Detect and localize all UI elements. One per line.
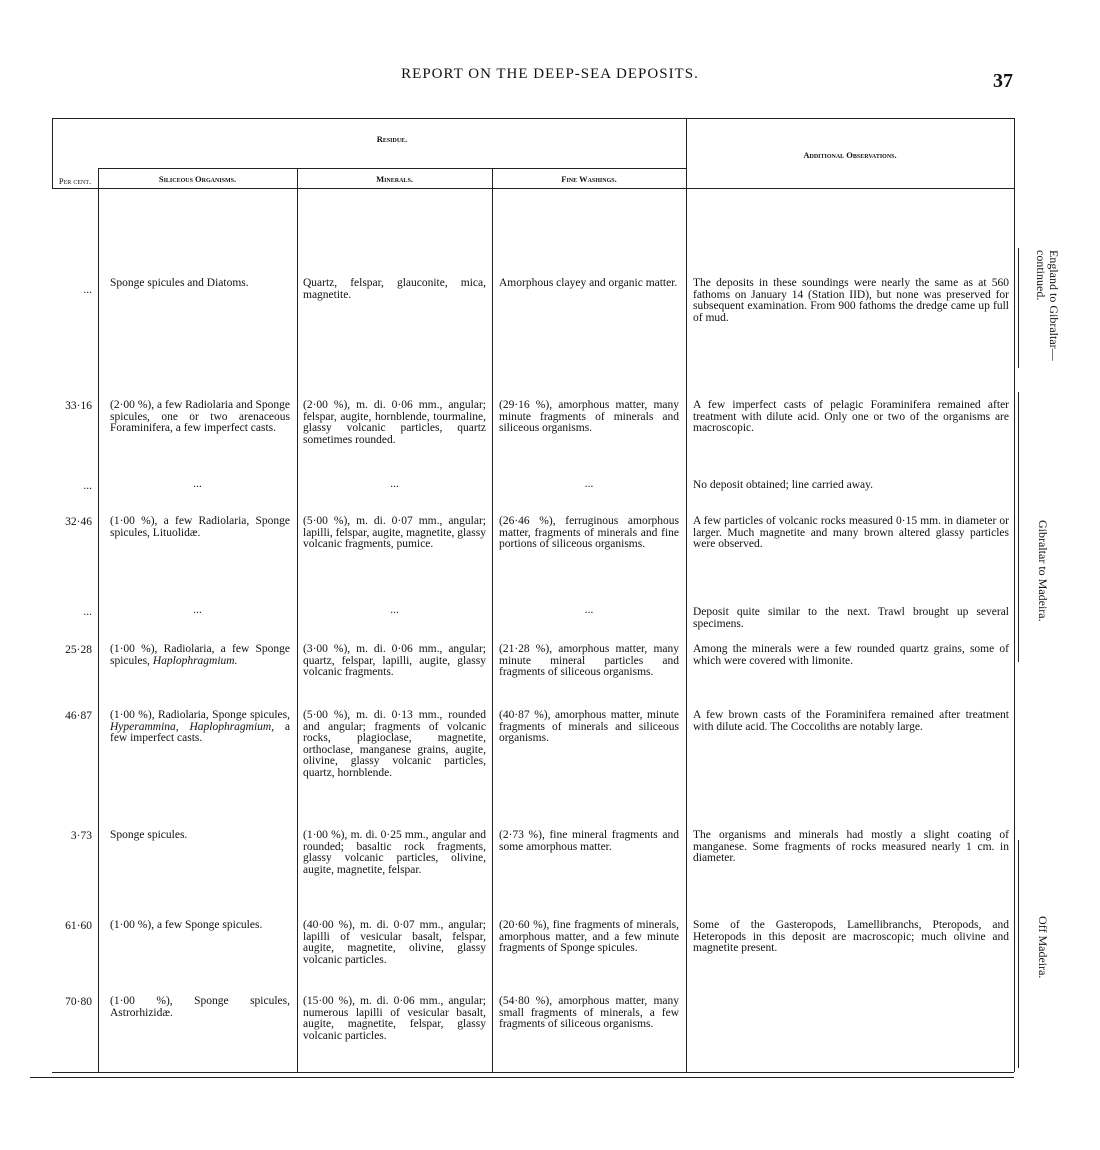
observations-cell: The deposits in these soundings were nearly the same as at 560 fathoms on January 14 (Station IID), but none was preserved for subsequent examination. From 900 fathoms the dredge came up full of mud. (693, 277, 1009, 324)
siliceous-text-end: a few imperfect casts. (110, 720, 290, 744)
fine-washings-cell: ... (584, 604, 594, 616)
observations-cell: The organisms and minerals had mostly a slight coating of manganese. Some fragments of rocks measured nearly 1 cm. in diameter. (693, 829, 1009, 864)
siliceous-cell (110, 644, 290, 667)
col-rule-3 (492, 168, 493, 1072)
genus-name: Haplophragmium. (152, 654, 238, 667)
siliceous-cell: ... (193, 478, 202, 490)
col-rule-5 (1014, 118, 1015, 1072)
brace-madeira (1018, 840, 1025, 1068)
minerals-cell: (1·00 %), m. di. 0·25 mm., angular and rounded; basaltic rock fragments, glassy volcanic particles, olivine, augite, magnetite, felspar. (303, 829, 486, 876)
side-label-england: England to Gibraltar—continued. (1034, 250, 1061, 361)
side-label-gibraltar: Gibraltar to Madeira. (1036, 520, 1050, 622)
fine-washings-cell: Amorphous clayey and organic matter. (499, 277, 678, 289)
side-label-madeira: Off Madeira. (1036, 916, 1050, 979)
per-cent-cell: ... (83, 480, 92, 492)
siliceous-cell: Sponge spicules. (110, 829, 188, 841)
table-bottom-rule-2 (30, 1077, 1014, 1078)
siliceous-cell (110, 710, 290, 745)
col-rule-4 (686, 118, 687, 1072)
observations-cell: Some of the Gasteropods, Lamellibranchs, Pteropods, and Heteropods in this deposit are macroscopic; much olivine and magnetite present. (693, 919, 1009, 954)
per-cent-cell: 32·46 (65, 516, 92, 528)
table-top-rule (52, 118, 1014, 119)
observations-cell: Among the minerals were a few rounded quartz grains, some of which were covered with limonite. (693, 643, 1009, 667)
observations-cell: Deposit quite similar to the next. Trawl brought up several specimens. (693, 606, 1009, 630)
fine-washings-cell: (21·28 %), amorphous matter, many minute mineral particles and fragments of siliceous organisms. (499, 643, 679, 678)
per-cent-heading: Per cent. (58, 176, 92, 186)
fine-washings-cell: (29·16 %), amorphous matter, many minute fragments of minerals and siliceous organisms. (499, 399, 679, 434)
minerals-cell: (5·00 %), m. di. 0·13 mm., rounded and angular; fragments of volcanic rocks, plagioclase, magnetite, orthoclase, manganese grains, augite, olivine, glassy volcanic particles, quartz, hornblende. (303, 709, 486, 779)
siliceous-cell: (1·00 %), a few Sponge spicules. (110, 919, 263, 931)
minerals-cell: (5·00 %), m. di. 0·07 mm., angular; lapilli, felspar, augite, magnetite, glassy volcanic fragments, pumice. (303, 515, 486, 550)
fine-washings-cell: (2·73 %), fine mineral fragments and some amorphous matter. (499, 829, 679, 853)
col-rule-1 (98, 168, 99, 1072)
per-cent-cell: 70·80 (65, 996, 92, 1008)
residue-heading: Residue. (376, 134, 408, 144)
observations-cell: No deposit obtained; line carried away. (693, 479, 873, 491)
siliceous-cell: Sponge spicules and Diatoms. (110, 277, 249, 289)
per-cent-cell: 3·73 (70, 830, 92, 842)
siliceous-cell: (2·00 %), a few Radiolaria and Sponge spicules, one or two arenaceous Foraminifera, a few imperfect casts. (110, 399, 290, 434)
siliceous-cell: (1·00 %), Sponge spicules, Astrorhizidæ. (110, 995, 290, 1019)
per-cent-cell: 46·87 (65, 710, 92, 722)
fine-washings-cell: ... (584, 478, 594, 490)
genus-name: Hyperammina, Haplophragmium, (110, 720, 275, 733)
minerals-cell: (3·00 %), m. di. 0·06 mm., angular; quartz, felspar, lapilli, augite, glassy volcanic fragments. (303, 643, 486, 678)
residue-underline (98, 168, 686, 169)
brace-gibraltar (1018, 392, 1025, 662)
observations-cell: A few brown casts of the Foraminifera remained after treatment with dilute acid. The Coccoliths are notably large. (693, 709, 1009, 733)
fine-washings-cell: (40·87 %), amorphous matter, minute fragments of minerals and siliceous organisms. (499, 709, 679, 744)
col-rule-2 (297, 168, 298, 1072)
per-cent-cell: ... (83, 606, 92, 618)
observations-cell: A few imperfect casts of pelagic Foraminifera remained after treatment with dilute acid. Only one or two of the organisms are macroscopic. (693, 399, 1009, 434)
siliceous-text: (1·00 %), Radiolaria, a few Sponge spicules, (110, 643, 290, 667)
running-header: REPORT ON THE DEEP-SEA DEPOSITS. (401, 66, 699, 82)
fine-washings-heading: Fine Washings. (561, 174, 617, 184)
additional-observations-heading: Additional Observations. (803, 150, 897, 160)
minerals-cell: ... (390, 478, 399, 490)
fine-washings-cell: (20·60 %), fine fragments of minerals, amorphous matter, and a few minute fragments of Sponge spicules. (499, 919, 679, 954)
per-cent-cell: 25·28 (65, 644, 92, 656)
siliceous-heading: Siliceous Organisms. (158, 174, 237, 184)
per-cent-cell: 33·16 (65, 400, 92, 412)
siliceous-cell: (1·00 %), a few Radiolaria, Sponge spicules, Lituolidæ. (110, 515, 290, 539)
fine-washings-cell: (54·80 %), amorphous matter, many small fragments of minerals, a few fragments of siliceous organisms. (499, 995, 679, 1030)
header-bottom-rule (52, 188, 1014, 189)
minerals-cell: ... (390, 604, 399, 616)
minerals-heading: Minerals. (376, 174, 413, 184)
brace-england (1018, 248, 1025, 368)
fine-washings-cell: (26·46 %), ferruginous amorphous matter, fragments of minerals and fine portions of siliceous organisms. (499, 515, 679, 550)
per-cent-cell: 61·60 (65, 920, 92, 932)
minerals-cell: Quartz, felspar, glauconite, mica, magnetite. (303, 277, 486, 301)
minerals-cell: (40·00 %), m. di. 0·07 mm., angular; lapilli of vesicular basalt, felspar, augite, magnetite, olivine, glassy volcanic particles. (303, 919, 486, 966)
minerals-cell: (15·00 %), m. di. 0·06 mm., angular; numerous lapilli of vesicular basalt, augite, magnetite, felspar, glassy volcanic particles. (303, 995, 486, 1042)
page-number: 37 (993, 70, 1013, 92)
per-cent-cell: ... (83, 284, 92, 296)
minerals-cell: (2·00 %), m. di. 0·06 mm., angular; felspar, augite, hornblende, tourmaline, glassy volcanic particles, quartz sometimes rounded. (303, 399, 486, 446)
observations-cell: A few particles of volcanic rocks measured 0·15 mm. in diameter or larger. Much magnetite and many brown altered glassy particles were observed. (693, 515, 1009, 550)
table-bottom-rule (52, 1072, 1014, 1073)
siliceous-text: (1·00 %), Radiolaria, Sponge spicules, (110, 709, 290, 721)
siliceous-cell: ... (193, 604, 202, 616)
